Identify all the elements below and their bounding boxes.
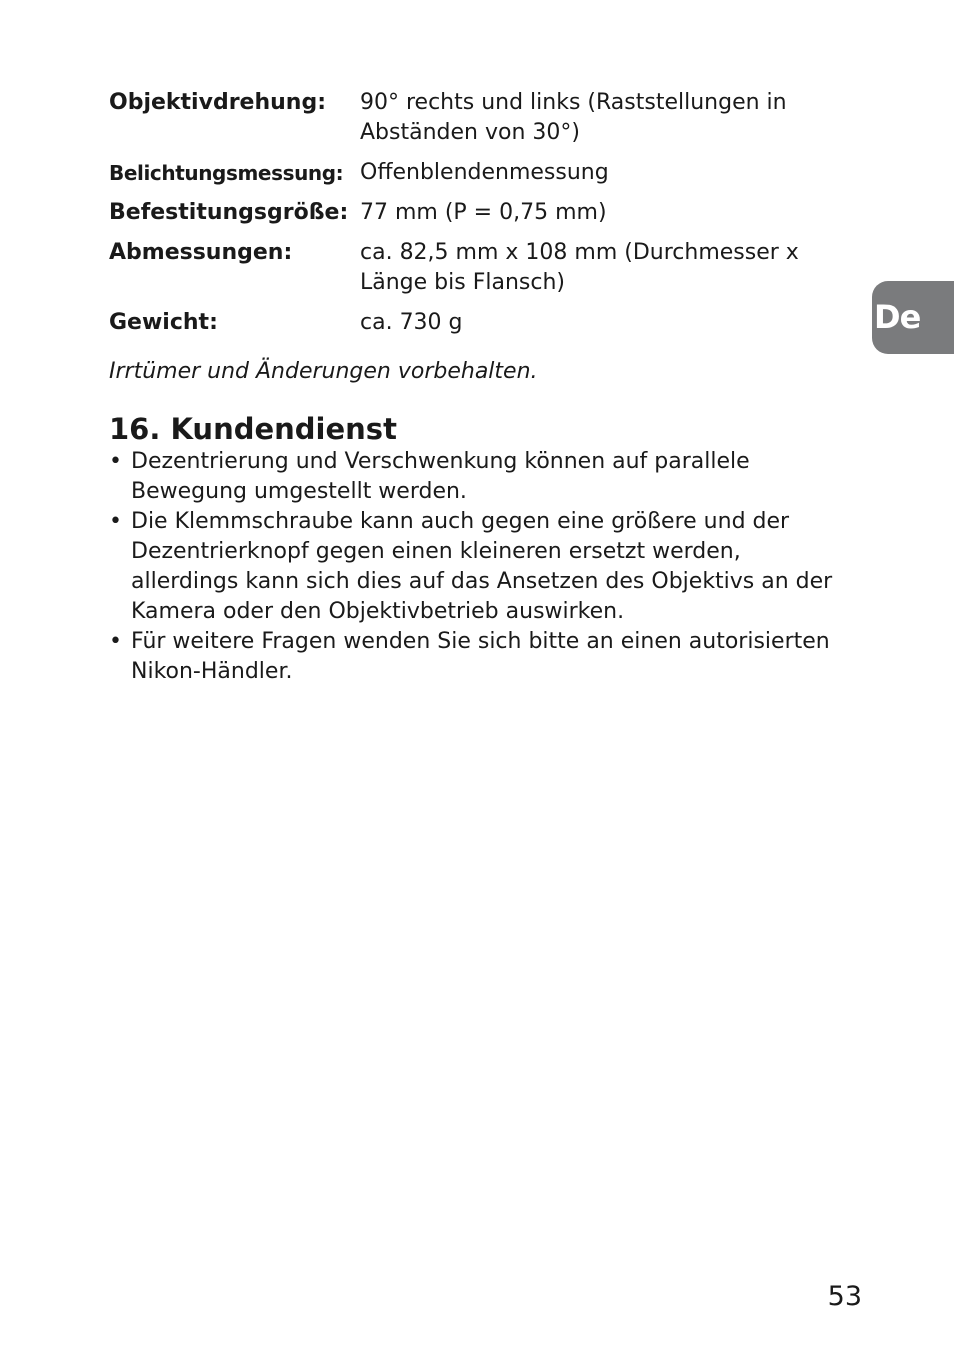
spec-row-metering	[109, 158, 829, 188]
list-item	[109, 507, 849, 627]
section-title: 16. Kundendienst	[109, 412, 397, 446]
bullet-icon: •	[109, 629, 122, 654]
spec-value: ca. 730 g	[360, 310, 463, 335]
bullet-icon: •	[109, 509, 122, 534]
spec-label: Befestitungsgröße:	[109, 200, 349, 225]
service-bullet-list	[109, 447, 849, 687]
spec-label: Abmessungen:	[109, 240, 293, 265]
spec-label: Objektivdrehung:	[109, 90, 326, 115]
list-item-text: Für weitere Fragen wenden Sie sich bitte an einen autorisierten Nikon-Händler.	[131, 629, 830, 684]
list-item	[109, 627, 849, 687]
spec-row-attachment-size	[109, 198, 829, 228]
spec-row-weight	[109, 308, 829, 338]
spec-table	[109, 88, 829, 348]
spec-value: Offenblendenmessung	[360, 160, 609, 185]
language-tab: De	[872, 281, 954, 354]
list-item	[109, 447, 849, 507]
list-item-text: Dezentrierung und Verschwenkung können auf parallele Bewegung umgestellt werden.	[131, 449, 750, 504]
spec-label: Belichtungsmessung:	[109, 161, 344, 185]
spec-value: 77 mm (P = 0,75 mm)	[360, 200, 607, 225]
disclaimer-note: Irrtümer und Änderungen vorbehalten.	[109, 359, 538, 384]
spec-value: 90° rechts und links (Raststellungen in Abständen von 30°)	[360, 90, 787, 145]
spec-row-dimensions	[109, 238, 829, 298]
spec-label: Gewicht:	[109, 310, 218, 335]
page-number: 53	[827, 1281, 862, 1312]
spec-row-rotation	[109, 88, 829, 148]
list-item-text: Die Klemmschraube kann auch gegen eine größere und der Dezentrierknopf gegen einen kleineren ersetzt werden, allerdings kann sich dies auf das Ansetzen des Objektivs an der Kamera oder den Objektivbetrieb auswirken.	[131, 509, 833, 624]
bullet-icon: •	[109, 449, 122, 474]
spec-value: ca. 82,5 mm x 108 mm (Durchmesser x Länge bis Flansch)	[360, 240, 799, 295]
